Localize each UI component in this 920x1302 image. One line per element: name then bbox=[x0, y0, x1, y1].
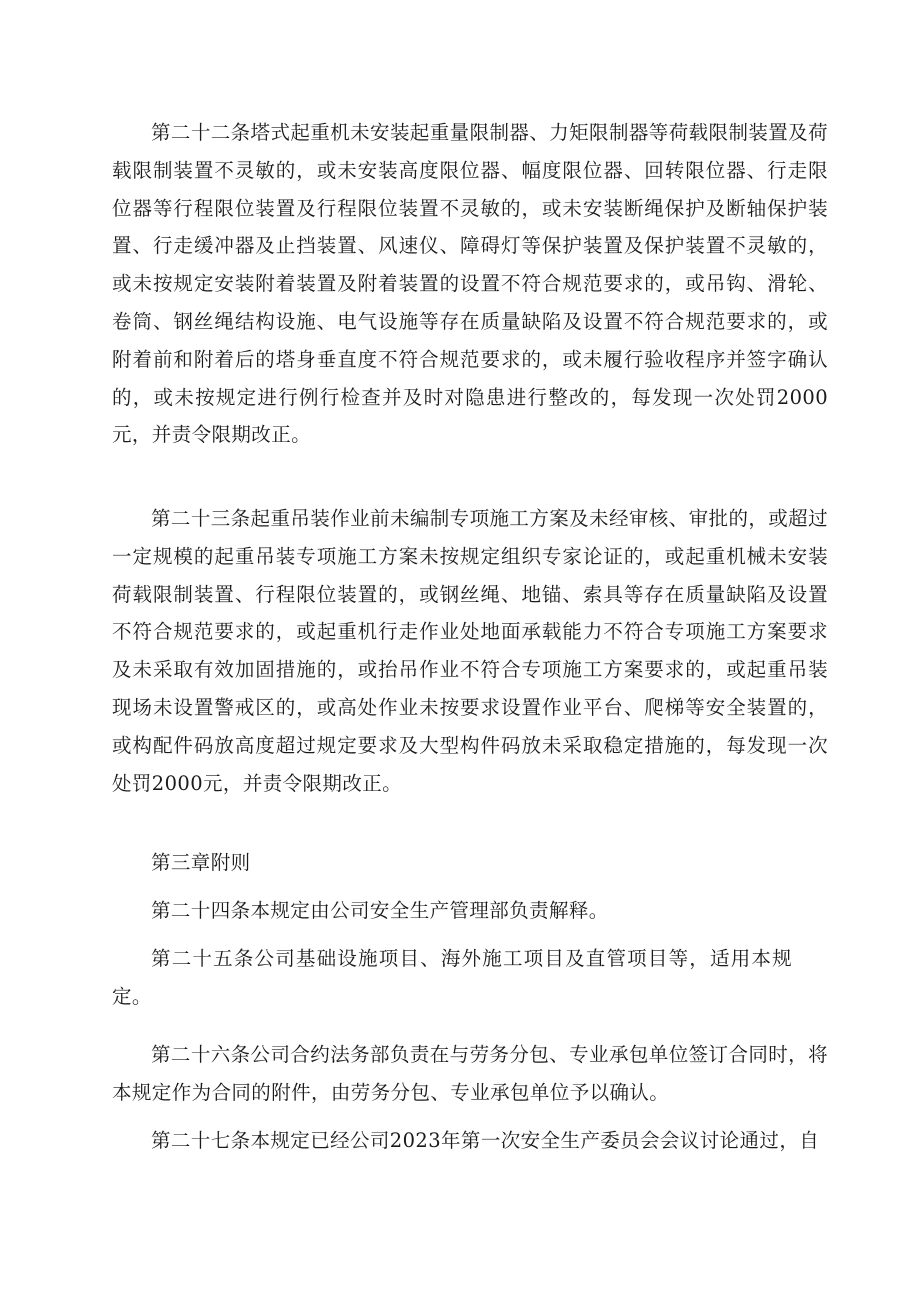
article-24-paragraph: 第二十四条本规定由公司安全生产管理部负责解释。 bbox=[151, 899, 609, 922]
article-27-paragraph: 第二十七条本规定已经公司2023年第一次安全生产委员会会议讨论通过，自 bbox=[151, 1129, 820, 1152]
article-22-paragraph: 第二十二条塔式起重机未安装起重量限制器、力矩限制器等荷载限制装置及荷载限制装置不灵敏的，或未安装高度限位器、幅度限位器、回转限位器、行走限位器等行程限位装置及行程限位装置不灵敏的，或未安装断绳保护及断轴保护装置、行走缓冲器及止挡装置、风速仪、障碍灯等保护装置及保护装置不灵敏的，或未按规定安装附着装置及附着装置的设置不符合规范要求的，或吊钩、滑轮、卷筒、钢丝绳结构设施、电气设施等存在质量缺陷及设置不符合规范要求的，或附着前和附着后的塔身垂直度不符合规范要求的，或未履行验收程序并签字确认的，或未按规定进行例行检查并及时对隐患进行整改的，每发现一次处罚2000元，并责令限期改正。 bbox=[112, 121, 828, 447]
article-26-paragraph: 第二十六条公司合约法务部负责在与劳务分包、专业承包单位签订合同时，将本规定作为合同的附件，由劳务分包、专业承包单位予以确认。 bbox=[112, 1043, 828, 1104]
chapter-3-heading: 第三章附则 bbox=[151, 851, 251, 874]
article-23-paragraph: 第二十三条起重吊装作业前未编制专项施工方案及未经审核、审批的，或超过一定规模的起重吊装专项施工方案未按规定组织专家论证的，或起重机械未安装荷载限制装置、行程限位装置的，或钢丝绳、地锚、索具等存在质量缺陷及设置不符合规范要求的，或起重机行走作业处地面承载能力不符合专项施工方案要求及未采取有效加固措施的，或抬吊作业不符合专项施工方案要求的，或起重吊装现场未设置警戒区的，或高处作业未按要求设置作业平台、爬梯等安全装置的，或构配件码放高度超过规定要求及大型构件码放未采取稳定措施的，每发现一次处罚2000元，并责令限期改正。 bbox=[112, 507, 828, 795]
article-25-paragraph: 第二十五条公司基础设施项目、海外施工项目及直管项目等，适用本规定。 bbox=[112, 947, 792, 1008]
